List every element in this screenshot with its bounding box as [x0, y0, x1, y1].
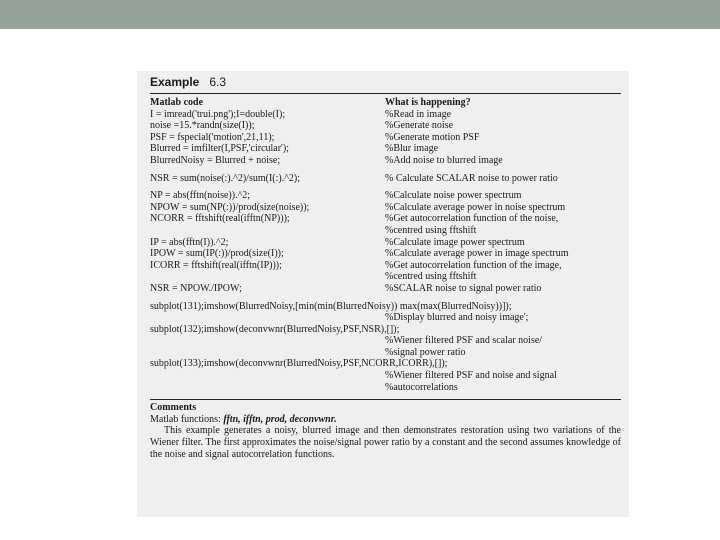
code-row: [150, 143, 621, 155]
code-line: IPOW = sum(IP(:))/prod(size(I));: [150, 248, 284, 260]
code-line: NP = abs(fftn(noise)).^2;: [150, 190, 251, 202]
code-comment: %Get autocorrelation function of the noise,: [385, 213, 559, 225]
code-row: [150, 271, 621, 283]
code-line: [150, 225, 385, 237]
code-row: [150, 225, 621, 237]
example-document: [137, 71, 629, 517]
code-row: [150, 260, 621, 272]
code-comment: %Blur image: [385, 143, 439, 155]
code-block-4: [150, 301, 621, 394]
column-headers: [150, 97, 621, 109]
code-row: [150, 109, 621, 121]
comments-section: [150, 402, 621, 460]
code-line: Blurred = imfilter(I,PSF,'circular');: [150, 143, 289, 155]
code-row: [150, 213, 621, 225]
code-row: [150, 173, 621, 185]
code-comment: %SCALAR noise to signal power ratio: [385, 282, 542, 294]
code-line: subplot(132);imshow(deconvwnr(BlurredNoisy,PSF,NSR),[]);: [150, 323, 400, 335]
code-comment: %centred using fftshift: [385, 224, 477, 236]
code-line: ICORR = fftshift(real(ifftn(IP)));: [150, 259, 282, 271]
code-comment: %Calculate average power in noise spectrum: [385, 201, 566, 213]
example-label: Example: [150, 75, 200, 89]
comments-paragraph: This example generates a noisy, blurred image and then demonstrates restoration using two variations of the Wiener filter. The first approximates the noise/signal power ratio by a constant and the second assumes knowledge of the noise and signal autocorrelation functions.: [150, 425, 621, 460]
code-row: [150, 248, 621, 260]
code-line: BlurredNoisy = Blurred + noise;: [150, 154, 281, 166]
code-line: [150, 271, 385, 283]
code-line: PSF = fspecial('motion',21,11);: [150, 131, 275, 143]
code-comment: %Read in image: [385, 108, 452, 120]
code-comment: %Wiener filtered PSF and scalar noise/: [385, 335, 543, 347]
code-line: subplot(133);imshow(deconvwnr(BlurredNoisy,PSF,NCORR,ICORR),[]);: [150, 358, 448, 370]
example-heading: [150, 71, 621, 94]
code-line: NCORR = fftshift(real(ifftn(NP)));: [150, 213, 290, 225]
code-comment: %Calculate average power in image spectrum: [385, 248, 569, 260]
code-comment: % Calculate SCALAR noise to power ratio: [385, 172, 558, 184]
code-row: [150, 237, 621, 249]
code-column-header: Matlab code: [150, 97, 204, 108]
code-line: NPOW = sum(NP(:))/prod(size(noise));: [150, 201, 310, 213]
section-divider: [150, 399, 621, 400]
code-row: [150, 155, 621, 167]
code-block-1: [150, 109, 621, 167]
code-row: [150, 190, 621, 202]
code-comment: %Get autocorrelation function of the image,: [385, 259, 562, 271]
code-line: NSR = sum(noise(:).^2)/sum(I(:).^2);: [150, 172, 301, 184]
code-comment: %Wiener filtered PSF and noise and signal: [385, 370, 557, 382]
code-line: noise =15.*randn(size(I));: [150, 120, 255, 132]
example-number: 6.3: [209, 75, 227, 89]
code-comment: %Display blurred and noisy image';: [385, 312, 529, 324]
code-comment: %signal power ratio: [385, 346, 466, 358]
code-line: NSR = NPOW./IPOW;: [150, 282, 242, 294]
code-comment: %autocorrelations: [385, 381, 458, 393]
code-comment: %Add noise to blurred image: [385, 154, 503, 166]
code-block-3: [150, 190, 621, 294]
code-line: subplot(131);imshow(BlurredNoisy,[min(min(BlurredNoisy)) max(max(BlurredNoisy))]);: [150, 300, 512, 312]
code-comment: %Generate noise: [385, 120, 454, 132]
code-comment: %Calculate noise power spectrum: [385, 190, 522, 202]
code-row: [150, 202, 621, 214]
comments-title: Comments: [150, 402, 197, 414]
code-row: [150, 132, 621, 144]
code-line: IP = abs(fftn(I)).^2;: [150, 236, 229, 248]
header-bar: [0, 0, 720, 29]
code-comment: %Calculate image power spectrum: [385, 236, 525, 248]
explain-column-header: What is happening?: [385, 97, 471, 108]
functions-prefix: Matlab functions:: [150, 413, 224, 425]
code-line: I = imread('trui.png');I=double(I);: [150, 108, 286, 120]
code-block-2: [150, 173, 621, 185]
code-row: [150, 120, 621, 132]
code-comment: %centred using fftshift: [385, 271, 477, 283]
functions-list: fftn, ifftn, prod, deconvwnr.: [223, 413, 337, 425]
functions-line: [150, 414, 621, 426]
code-row: [150, 283, 621, 295]
code-comment: %Generate motion PSF: [385, 131, 480, 143]
